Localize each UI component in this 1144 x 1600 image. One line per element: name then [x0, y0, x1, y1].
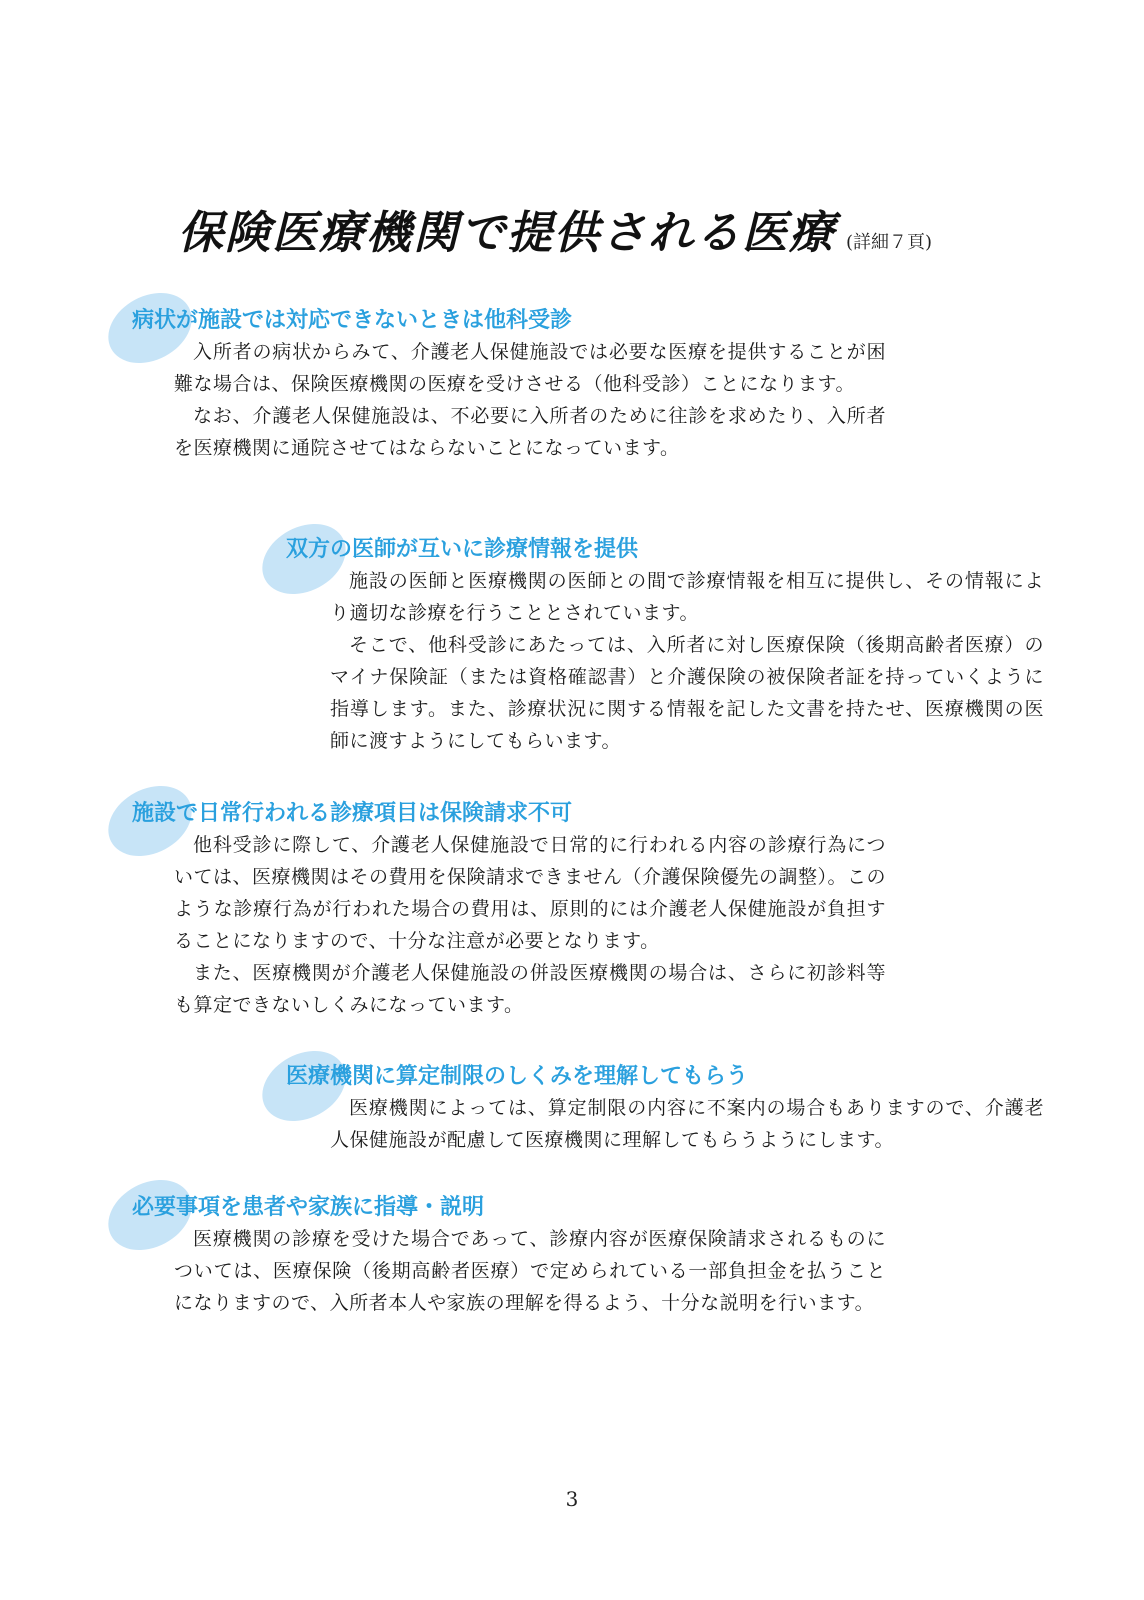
section-paragraph: 施設の医師と医療機関の医師との間で診療情報を相互に提供し、その情報により適切な診療を行うこととされています。 — [330, 570, 1044, 624]
section-billing-restriction — [120, 799, 890, 1021]
page-number: 3 — [565, 1487, 579, 1511]
section-info-exchange — [276, 535, 1046, 757]
section-heading: 病状が施設では対応できないときは他科受診 — [132, 308, 573, 333]
section-heading: 施設で日常行われる診療項目は保険請求不可 — [132, 801, 573, 826]
section-other-dept-consultation — [120, 306, 890, 464]
section-body — [174, 829, 886, 1021]
section-paragraph: 入所者の病状からみて、介護老人保健施設では必要な医療を提供することが困難な場合は、保険医療機関の医療を受けさせる（他科受診）ことになります。 — [174, 341, 886, 395]
section-paragraph: なお、介護老人保健施設は、不必要に入所者のために往診を求めたり、入所者を医療機関に通院させてはならないことになっています。 — [174, 405, 886, 459]
section-body — [174, 336, 886, 464]
section-paragraph: 医療機関によっては、算定制限の内容に不案内の場合もありますので、介護老人保健施設が配慮して医療機関に理解してもらうようにします。 — [330, 1097, 1044, 1151]
section-paragraph: 他科受診に際して、介護老人保健施設で日常的に行われる内容の診療行為については、医療機関はその費用を保険請求できません（介護保険優先の調整）。このような診療行為が行われた場合の費用は、原則的には介護老人保健施設が負担することになりますので、十分な注意が必要となります。 — [174, 834, 887, 952]
section-body — [174, 1223, 886, 1319]
title-reference: (詳細７頁) — [846, 232, 933, 253]
section-patient-guidance — [120, 1193, 890, 1319]
section-paragraph: そこで、他科受診にあたっては、入所者に対し医療保険（後期高齢者医療）のマイナ保険証（または資格確認書）と介護保険の被保険者証を持っていくように指導します。また、診療状況に関する情報を記した文書を持たせ、医療機関の医師に渡すようにしてもらいます。 — [330, 634, 1044, 752]
section-paragraph: また、医療機関が介護老人保健施設の併設医療機関の場合は、さらに初診料等も算定できないしくみになっています。 — [174, 962, 886, 1016]
section-heading: 双方の医師が互いに診療情報を提供 — [286, 537, 639, 562]
section-heading: 必要事項を患者や家族に指導・説明 — [132, 1195, 485, 1220]
section-calculation-limits — [276, 1062, 1046, 1156]
page-title — [178, 196, 1018, 261]
section-paragraph: 医療機関の診療を受けた場合であって、診療内容が医療保険請求されるものについては、医療保険（後期高齢者医療）で定められている一部負担金を払うことになりますので、入所者本人や家族の理解を得るよう、十分な説明を行います。 — [174, 1228, 886, 1314]
section-body — [330, 1092, 1044, 1156]
section-heading: 医療機関に算定制限のしくみを理解してもらう — [286, 1064, 749, 1089]
title-main: 保険医療機関で提供される医療 — [178, 206, 837, 259]
section-body — [330, 565, 1044, 757]
